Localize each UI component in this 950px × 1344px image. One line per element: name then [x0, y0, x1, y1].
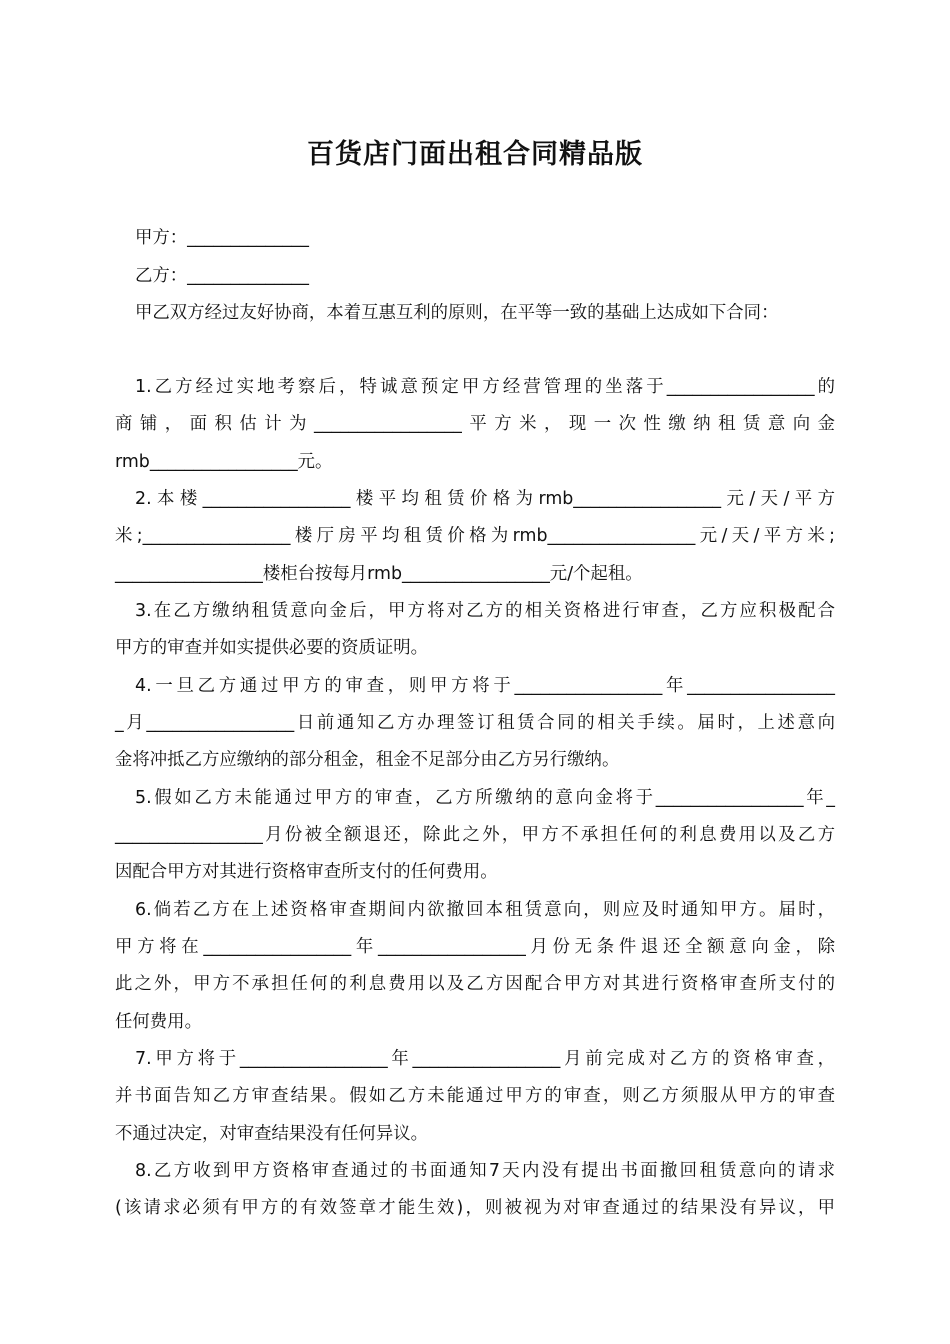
clause-6-line-1: 6.倘若乙方在上述资格审查期间内欲撤回本租赁意向，则应及时通知甲方。届时，: [135, 900, 835, 920]
clause-2-line-3: _________________楼柜台按每月rmb_________________元/个起租。: [115, 564, 643, 584]
preamble-line: 甲乙双方经过友好协商，本着互惠互利的原则，在平等一致的基础上达成如下合同：: [135, 303, 779, 323]
clause-3-line-1: 3.在乙方缴纳租赁意向金后，甲方将对乙方的相关资格进行审查，乙方应积极配合: [135, 601, 835, 621]
clause-2-line-1: 2.本楼_________________楼平均租赁价格为rmb_________________元/天/平方: [135, 489, 835, 509]
clause-4-line-2: _月_________________日前通知乙方办理签订租赁合同的相关手续。届时，上述意向: [115, 713, 835, 733]
clause-7-line-3: 不通过决定，对审查结果没有任何异议。: [115, 1124, 429, 1144]
clause-7-line-1: 7.甲方将于_________________年_________________月前完成对乙方的资格审查，: [135, 1049, 835, 1069]
clause-6-line-2: 甲方将在_________________年_________________月份无条件退还全额意向金，除: [115, 937, 835, 957]
clause-6-line-4: 任何费用。: [115, 1012, 202, 1032]
clause-5-line-1: 5.假如乙方未能通过甲方的审查，乙方所缴纳的意向金将于_________________年_: [135, 788, 835, 808]
clause-3-line-2: 甲方的审查并如实提供必要的资质证明。: [115, 638, 429, 658]
clause-1-line-1: 1.乙方经过实地考察后，特诚意预定甲方经营管理的坐落于_________________的: [135, 377, 835, 397]
clause-5-line-2: _________________月份被全额退还，除此之外，甲方不承担任何的利息费用以及乙方: [115, 825, 835, 845]
document-title: 百货店门面出租合同精品版: [307, 139, 643, 170]
clause-1-line-2: 商铺，面积估计为_________________平方米，现一次性缴纳租赁意向金: [115, 414, 835, 434]
party-b-line: 乙方：______________: [135, 266, 309, 286]
clause-1-line-3: rmb_________________元。: [115, 452, 333, 472]
clause-4-line-1: 4.一旦乙方通过甲方的审查，则甲方将于_________________年_________________: [135, 676, 835, 696]
clause-8-line-2: (该请求必须有甲方的有效签章才能生效)，则被视为对审查通过的结果没有异议，甲: [115, 1198, 835, 1218]
clause-6-line-3: 此之外，甲方不承担任何的利息费用以及乙方因配合甲方对其进行资格审查所支付的: [115, 974, 835, 994]
clause-5-line-3: 因配合甲方对其进行资格审查所支付的任何费用。: [115, 862, 498, 882]
clause-8-line-1: 8.乙方收到甲方资格审查通过的书面通知7天内没有提出书面撤回租赁意向的请求: [135, 1161, 835, 1181]
party-a-line: 甲方：______________: [135, 228, 309, 248]
clause-2-line-2: 米;_________________楼厅房平均租赁价格为rmb_________________元/天/平方米;: [115, 526, 835, 546]
clause-7-line-2: 并书面告知乙方审查结果。假如乙方未能通过甲方的审查，则乙方须服从甲方的审查: [115, 1086, 835, 1106]
clause-4-line-3: 金将冲抵乙方应缴纳的部分租金，租金不足部分由乙方另行缴纳。: [115, 750, 620, 770]
